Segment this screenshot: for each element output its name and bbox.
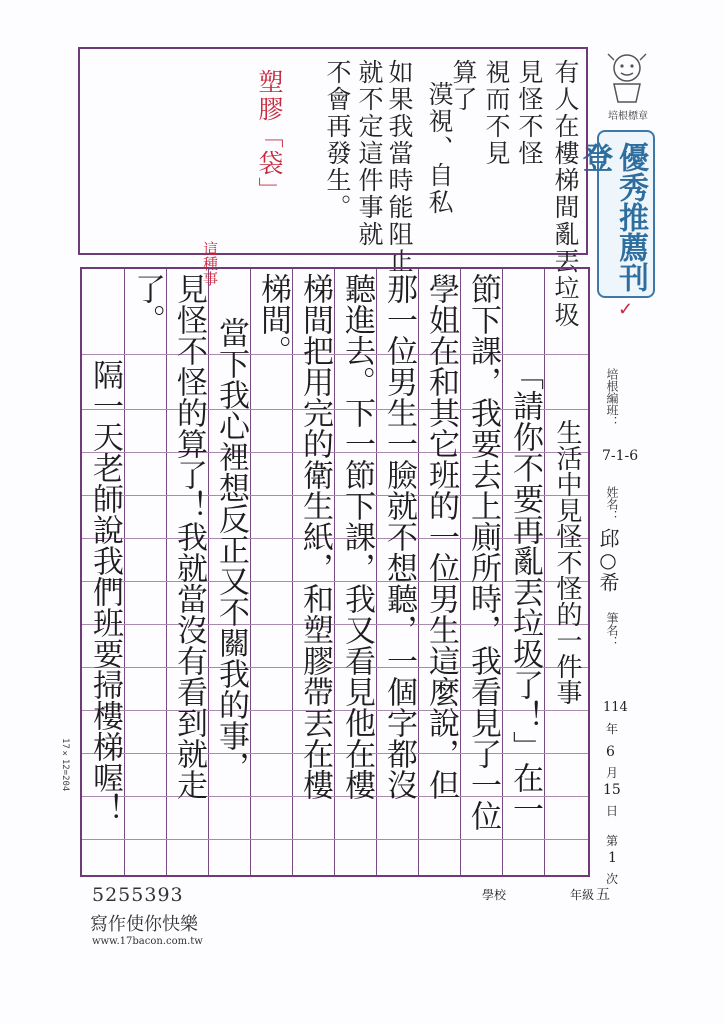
- count-value: 1: [608, 850, 617, 866]
- essay-column: 節下課，我要去上廁所時，我看見了一位: [465, 273, 501, 831]
- program-label: 培根編班：: [605, 368, 619, 428]
- stamp-text: 優秀推薦刊登: [577, 142, 648, 292]
- essay-column: 了。: [129, 273, 165, 335]
- recommend-stamp: [577, 130, 655, 298]
- comment-line: 就不定這件事就: [355, 59, 384, 248]
- comment-line: 見怪不怪: [515, 59, 544, 167]
- essay-title: 生活中見怪不怪的一件事: [552, 419, 582, 705]
- comment-red-note: 塑膠「袋」: [255, 69, 284, 204]
- name-label: 姓名：: [605, 486, 619, 522]
- essay-column: 梯間把用完的衛生紙，和塑膠帶丟在樓: [297, 273, 333, 800]
- comment-line: 視而不見: [482, 59, 511, 167]
- date-day-label: 日: [606, 804, 619, 818]
- comment-line: 有人在樓梯間亂丟垃圾: [551, 59, 580, 329]
- essay-column: 學姐在和其它班的一位男生這麼說，但: [423, 273, 459, 800]
- count-suffix: 次: [606, 872, 619, 886]
- count-label: 第: [606, 834, 619, 848]
- date-day: 15: [603, 782, 621, 798]
- footer-slogan: 寫作使你快樂: [90, 914, 198, 935]
- red-correction: 這種事: [201, 241, 219, 286]
- essay-column: 當下我心裡想反正又不關我的事，: [213, 317, 249, 782]
- logo-label: 培根標章: [608, 111, 648, 122]
- date-year: 114: [603, 700, 628, 715]
- grade-value: 五: [596, 887, 610, 903]
- essay-column: 聽進去。下一節下課，我又看見他在樓: [339, 273, 375, 800]
- name-value: 邱○希: [596, 528, 620, 592]
- essay-column: 隔一天老師說我們班要掃樓梯喔！: [87, 359, 123, 824]
- footer-url: www.17bacon.com.tw: [92, 936, 203, 947]
- essay-column: 見怪不怪的算了！我就當沒有看到就走: [171, 273, 207, 800]
- date-year-label: 年: [606, 722, 619, 736]
- red-checkmark: ✓: [618, 299, 634, 320]
- essay-column: 「請你不要再亂丟垃圾了！」在一: [507, 359, 543, 824]
- date-month-label: 月: [606, 766, 619, 780]
- school-label: 學校: [482, 888, 507, 902]
- comment-line: 如果我當時能阻止: [385, 59, 414, 275]
- footer-phone: 5255393: [92, 884, 184, 906]
- essay-column: 那一位男生一臉就不想聽，一個字都沒: [381, 273, 417, 800]
- grid-spec: 17×12=204: [60, 738, 70, 792]
- essay-column: 梯間。: [255, 273, 291, 366]
- grade-label: 年級: [570, 888, 595, 902]
- pen-name-label: 筆名：: [605, 612, 619, 648]
- comment-line: 不會再發生。: [323, 59, 352, 221]
- comment-line: 漠視、自私: [425, 81, 454, 216]
- program-value: 7-1-6: [602, 448, 639, 464]
- comment-line: 算了: [449, 59, 478, 113]
- date-month: 6: [606, 744, 615, 760]
